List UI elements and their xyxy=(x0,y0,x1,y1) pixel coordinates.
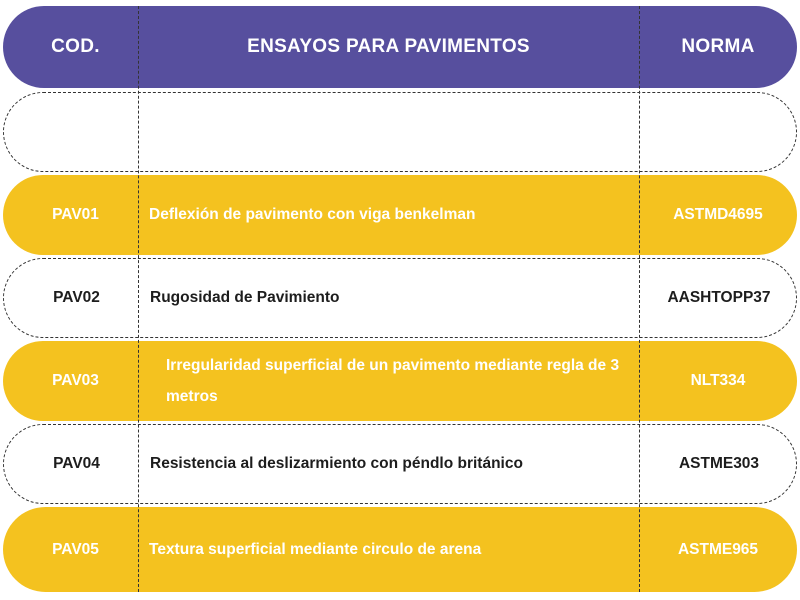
cell-code: PAV01 xyxy=(52,206,99,223)
table-row xyxy=(3,258,797,338)
table-row xyxy=(3,175,797,255)
cell-norm: ASTMD4695 xyxy=(673,206,763,223)
cell-code: PAV04 xyxy=(53,455,100,472)
header-norm: NORMA xyxy=(681,36,755,57)
cell-norm: ASTME303 xyxy=(678,455,760,472)
column-divider xyxy=(138,6,139,592)
cell-norm: ASTME965 xyxy=(677,540,759,558)
column-divider xyxy=(639,6,640,592)
cell-code: PAV05 xyxy=(52,540,99,558)
cell-norm: AASHTOPP37 xyxy=(667,289,771,306)
table-row xyxy=(3,507,797,592)
header-test: ENSAYOS PARA PAVIMENTOS xyxy=(247,36,530,57)
cell-test: Deflexión de pavimento con viga benkelman xyxy=(149,206,476,223)
cell-norm xyxy=(640,93,797,171)
cell-code xyxy=(4,93,139,171)
table-header xyxy=(3,6,797,88)
cell-code: PAV02 xyxy=(53,289,100,306)
cell-test: Rugosidad de Pavimiento xyxy=(150,289,340,306)
cell-code: PAV03 xyxy=(52,372,99,389)
table-row-empty xyxy=(3,92,797,172)
header-code: COD. xyxy=(51,36,100,57)
table-row xyxy=(3,341,797,421)
cell-test: Textura superficial mediante circulo de arena xyxy=(149,540,482,558)
cell-test: Resistencia al deslizarmiento con péndlo británico xyxy=(150,455,523,472)
cell-norm: NLT334 xyxy=(690,372,746,389)
table-row xyxy=(3,424,797,504)
cell-test xyxy=(139,93,640,171)
cell-test: Irregularidad superficial de un pavimento mediante regla de 3 metros xyxy=(166,357,620,405)
